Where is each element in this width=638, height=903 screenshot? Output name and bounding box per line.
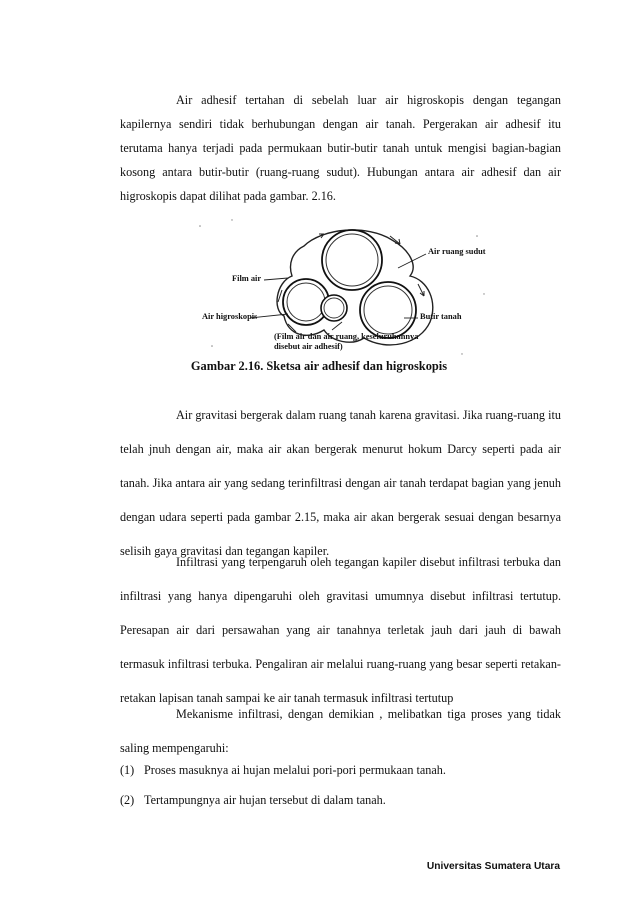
note-line-1: (Film air dan air ruang, keseluruhannya [274,332,419,341]
list-text: Proses masuknya ai hujan melalui pori-pori permukaan tanah. [144,763,446,777]
butir-tanah-top [322,230,382,290]
pointer-note [332,322,342,330]
label-air-ruang-sudut: Air ruang sudut [428,247,486,256]
paragraph-text: Air gravitasi bergerak dalam ruang tanah karena gravitasi. Jika ruang-ruang itu telah jnuh dengan air, maka air akan bergerak menurut hokum Darcy seperti pada air tanah. Jika antara air yang sedang terinfiltrasi dengan air tanah terdapat bagian yang jenuh dengan udara seperti pada gambar 2.15, maka air akan bergerak sesuai dengan besarnya selisih gaya gravitasi dan tegangan kapiler. [120,408,561,558]
list-item [120,790,561,810]
paragraph-text: Air adhesif tertahan di sebelah luar air higroskopis dengan tegangan kapilernya sendiri tidak berhubungan dengan air tanah. Pergerakan air adhesif itu terutama hanya terjadi pada permukaan butir-butir tanah untuk mengisi bagian-bagian kosong antara butir-butir (ruang-ruang sudut). Hubungan antara air adhesif dan air higroskopis dapat dilihat pada gambar. 2.16. [120,93,561,203]
list-number: (1) [120,763,135,777]
figure-caption: Gambar 2.16. Sketsa air adhesif dan higroskopis [190,359,448,373]
label-butir-tanah: Butir tanah [420,312,462,321]
paragraph-air-gravitasi [120,398,561,568]
butir-tanah-right [360,282,416,338]
note-line-2: disebut air adhesif) [274,342,343,351]
list-text: Tertampungnya air hujan tersebut di dalam tanah. [144,793,386,807]
label-note [274,332,418,352]
list-number: (2) [120,793,135,807]
label-air-higroskopis: Air higroskopis [202,312,258,321]
figure-adhesif-higroskopis [192,214,492,362]
paragraph-text: Mekanisme infiltrasi, dengan demikian , melibatkan tiga proses yang tidak saling mempengaruhi: [120,707,561,755]
label-film-air: Film air [232,274,262,283]
butir-tanah-middle [321,295,347,321]
paragraph-mekanisme [120,697,561,765]
pointer-film-air [264,278,288,280]
list-item [120,760,561,780]
footer-institution: Universitas Sumatera Utara [426,861,560,872]
paragraph-infiltrasi [120,545,561,715]
paragraph-text: Infiltrasi yang terpengaruh oleh tegangan kapiler disebut infiltrasi terbuka dan infiltrasi yang hanya dipengaruhi oleh gravitasi umumnya disebut infiltrasi tertutup. Peresapan air dari persawahan yang air tanahnya terletak jauh dari jauh di bawah termasuk infiltrasi terbuka. Pengaliran air melalui ruang-ruang yang besar seperti retakan-retakan lapisan tanah sampai ke air tanah termasuk infiltrasi tertutup [120,555,561,705]
paragraph-air-adhesif [120,88,561,208]
pointer-air-ruang-sudut [398,254,426,268]
